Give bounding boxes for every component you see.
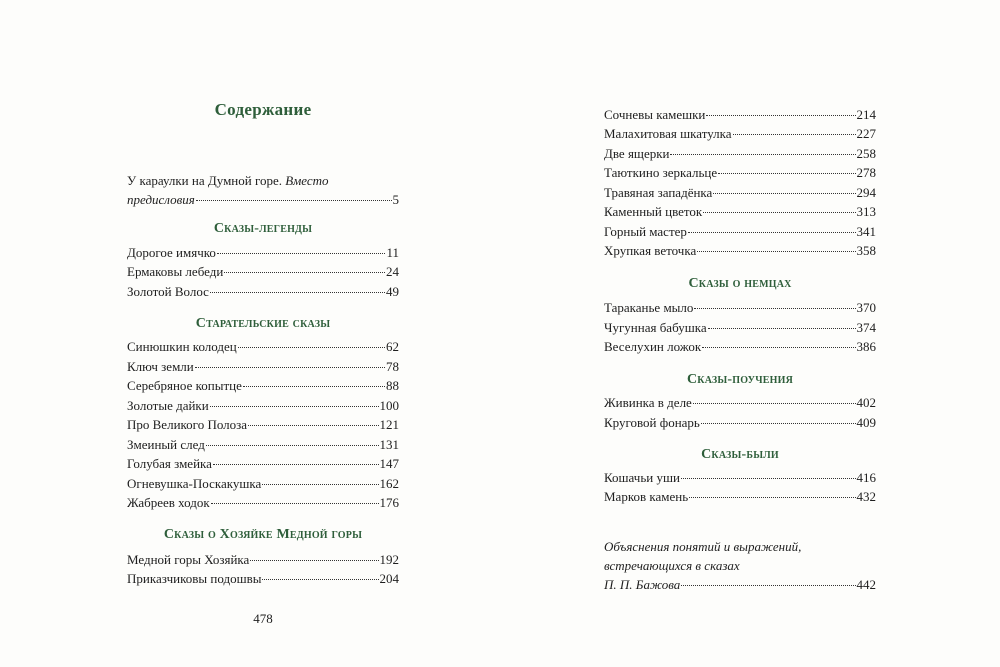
toc-entry[interactable]: [604, 487, 876, 506]
leader-dots: [211, 503, 379, 504]
page-number: 131: [379, 437, 399, 452]
page-number: 294: [856, 185, 876, 200]
toc-entry[interactable]: [127, 337, 399, 356]
toc-entry[interactable]: [127, 569, 399, 588]
page-number: 402: [856, 395, 876, 410]
toc-entry[interactable]: [127, 474, 399, 493]
leader-dots: [697, 251, 855, 252]
page-number: 100: [379, 398, 399, 413]
toc-entry[interactable]: [604, 163, 876, 182]
leader-dots: [206, 445, 379, 446]
toc-entry[interactable]: [127, 262, 399, 281]
entry-title: Травяная западёнка: [604, 185, 713, 200]
leader-dots: [210, 292, 385, 293]
entry-title: Ермаковы лебеди: [127, 264, 224, 279]
section-heading: Сказы о Хозяйке Медной горы: [163, 527, 363, 542]
entry-title: Золотой Волос: [127, 284, 209, 299]
page-number: 386: [856, 339, 876, 354]
leader-dots: [708, 328, 856, 329]
entry-title: Каменный цветок: [604, 204, 703, 219]
page-number: 121: [379, 417, 399, 432]
section-heading: Старательские сказы: [195, 316, 331, 331]
entry-title: Синюшкин колодец: [127, 339, 237, 354]
page-number: 416: [856, 470, 876, 485]
glossary-line-3: П. П. Бажова: [604, 577, 681, 592]
glossary-line-2: встречающихся в сказах: [604, 558, 740, 573]
section-heading: Сказы-легенды: [213, 221, 313, 236]
toc-entry[interactable]: [127, 550, 399, 569]
toc-entry[interactable]: [604, 183, 876, 202]
page-number: 442: [856, 577, 876, 592]
section-heading: Сказы-были: [701, 447, 779, 462]
page-number: 24: [386, 264, 399, 279]
toc-entry[interactable]: [604, 144, 876, 163]
toc-entry[interactable]: [127, 243, 399, 262]
page-number: 11: [386, 245, 399, 260]
leader-dots: [210, 406, 379, 407]
toc-entry[interactable]: [604, 202, 876, 221]
toc-entry[interactable]: [127, 415, 399, 434]
entry-title: Приказчиковы подошвы: [127, 571, 262, 586]
entry-title: Тараканье мыло: [604, 300, 694, 315]
leader-dots: [706, 115, 855, 116]
page-number: 162: [379, 476, 399, 491]
entry-title: Голубая змейка: [127, 456, 212, 471]
toc-entry[interactable]: [604, 124, 876, 143]
page-number: 341: [856, 224, 876, 239]
preface-subtitle: Вместо: [285, 173, 329, 188]
preface-title: У караулки на Думной горе.: [127, 173, 282, 188]
page-number: 5: [392, 192, 399, 207]
leader-dots: [703, 212, 855, 213]
preface-subtitle-cont: предисловия: [127, 192, 195, 207]
toc-entry[interactable]: [127, 493, 399, 512]
leader-dots: [701, 423, 856, 424]
leader-dots: [713, 193, 855, 194]
toc-entry[interactable]: [604, 241, 876, 260]
page-number: 78: [386, 359, 399, 374]
section-heading: Сказы о немцах: [688, 276, 792, 291]
toc-entry-preface[interactable]: [127, 171, 399, 209]
entry-title: Веселухин ложок: [604, 339, 702, 354]
page-number: 227: [856, 126, 876, 141]
glossary-line-1: Объяснения понятий и выражений,: [604, 539, 802, 554]
leader-dots: [250, 560, 378, 561]
toc-entry[interactable]: [127, 282, 399, 301]
entry-title: Змеиный след: [127, 437, 205, 452]
leader-dots: [681, 478, 856, 479]
entry-title: Хрупкая веточка: [604, 243, 697, 258]
page-number: 409: [856, 415, 876, 430]
entry-title: Кошачьи уши: [604, 470, 680, 485]
page-number: 370: [856, 300, 876, 315]
entry-title: Огневушка-Поскакушка: [127, 476, 262, 491]
leader-dots: [262, 579, 378, 580]
leader-dots: [195, 367, 385, 368]
entry-title: Жабреев ходок: [127, 495, 210, 510]
page-number: 358: [856, 243, 876, 258]
toc-entry[interactable]: [604, 413, 876, 432]
entry-title: Медной горы Хозяйка: [127, 552, 250, 567]
entry-title: Горный мастер: [604, 224, 687, 239]
leader-dots: [694, 308, 855, 309]
leader-dots: [213, 464, 379, 465]
entry-title: Золотые дайки: [127, 398, 209, 413]
leader-dots: [238, 347, 385, 348]
leader-dots: [224, 272, 385, 273]
page-folio: 478: [253, 611, 273, 626]
entry-title: Малахитовая шкатулка: [604, 126, 732, 141]
leader-dots: [688, 232, 856, 233]
entry-title: Две ящерки: [604, 146, 670, 161]
toc-entry[interactable]: [604, 298, 876, 317]
page-number: 147: [379, 456, 399, 471]
entry-title: Марков камень: [604, 489, 689, 504]
leader-dots: [718, 173, 855, 174]
toc-entry[interactable]: [604, 222, 876, 241]
page-number: 88: [386, 378, 399, 393]
toc-entry[interactable]: [604, 337, 876, 356]
entry-title: Сочневы камешки: [604, 107, 706, 122]
page-number: 176: [379, 495, 399, 510]
toc-entry[interactable]: [604, 105, 876, 124]
page-number: 374: [856, 320, 876, 335]
page-number: 258: [856, 146, 876, 161]
page-number: 214: [856, 107, 876, 122]
entry-title: Ключ земли: [127, 359, 194, 374]
page-number: 432: [856, 489, 876, 504]
left-page: [127, 0, 399, 667]
page-number: 313: [856, 204, 876, 219]
toc-entry[interactable]: [127, 396, 399, 415]
right-page: [604, 0, 876, 667]
page-number: 49: [386, 284, 399, 299]
page-title: Содержание: [214, 100, 312, 119]
entry-title: Серебряное копытце: [127, 378, 242, 393]
toc-entry[interactable]: [604, 318, 876, 337]
leader-dots: [681, 585, 855, 586]
leader-dots: [243, 386, 385, 387]
toc-entry[interactable]: [127, 454, 399, 473]
leader-dots: [693, 403, 856, 404]
entry-title: Круговой фонарь: [604, 415, 700, 430]
leader-dots: [262, 484, 378, 485]
leader-dots: [248, 425, 378, 426]
entry-title: Про Великого Полоза: [127, 417, 248, 432]
entry-title: Дорогое имячко: [127, 245, 216, 260]
entry-title: Чугунная бабушка: [604, 320, 707, 335]
entry-title: Живинка в деле: [604, 395, 692, 410]
toc-entry[interactable]: [127, 376, 399, 395]
toc-entry[interactable]: [604, 468, 876, 487]
leader-dots: [217, 253, 386, 254]
leader-dots: [689, 497, 855, 498]
entry-title: Таюткино зеркальце: [604, 165, 718, 180]
page-number: 278: [856, 165, 876, 180]
toc-entry[interactable]: [127, 357, 399, 376]
leader-dots: [670, 154, 855, 155]
leader-dots: [196, 200, 392, 201]
toc-entry[interactable]: [604, 393, 876, 412]
section-heading: Сказы-поучения: [686, 372, 793, 387]
toc-entry[interactable]: [127, 435, 399, 454]
page-number: 204: [379, 571, 399, 586]
page-number: 192: [379, 552, 399, 567]
toc-entry-glossary[interactable]: [604, 537, 876, 594]
leader-dots: [733, 134, 856, 135]
leader-dots: [702, 347, 855, 348]
page-number: 62: [386, 339, 399, 354]
